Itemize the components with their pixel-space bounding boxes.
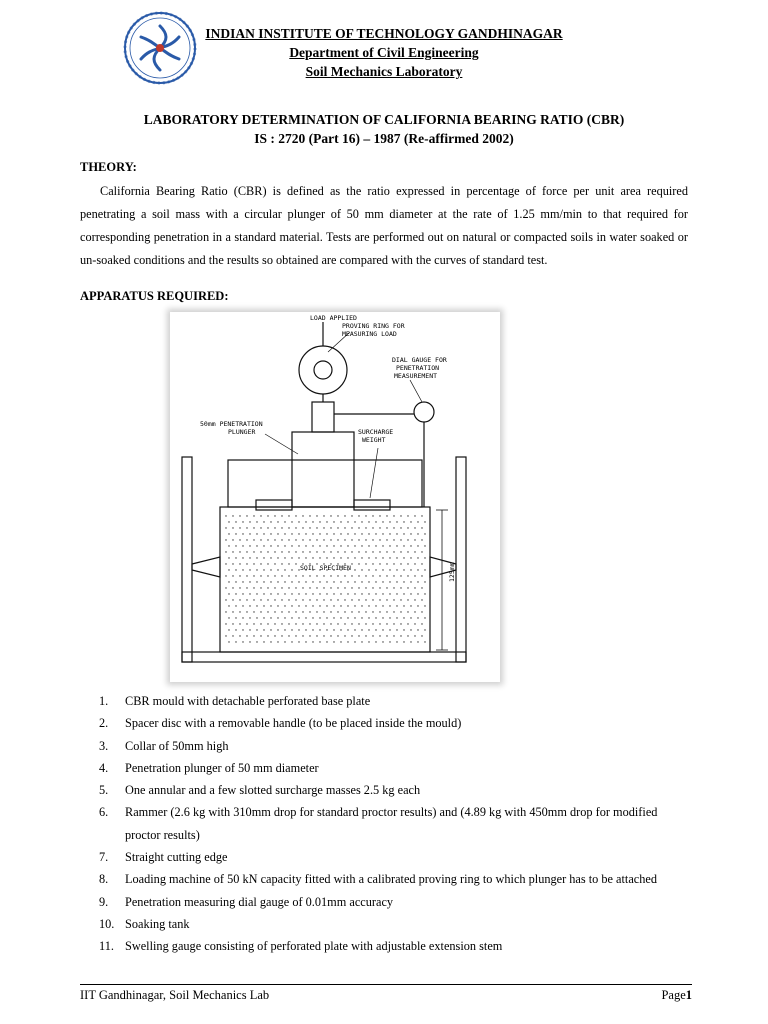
page-header xyxy=(0,24,768,81)
list-item-text: Penetration measuring dial gauge of 0.01mm accuracy xyxy=(125,894,394,909)
label-dial-gauge-3: MEASUREMENT xyxy=(394,372,438,380)
page-num: 1 xyxy=(685,988,692,1002)
list-item xyxy=(80,690,700,712)
department-name: Department of Civil Engineering xyxy=(289,45,479,60)
list-item-number: 1. xyxy=(99,694,109,708)
list-item-number: 11. xyxy=(99,939,114,954)
theory-heading: THEORY: xyxy=(80,160,137,174)
document-title xyxy=(0,110,768,148)
list-item-text: Rammer (2.6 kg with 310mm drop for standard proctor results) and (4.89 kg with 450mm drop for modified xyxy=(125,805,658,820)
list-item-text: Penetration plunger of 50 mm diameter xyxy=(125,760,319,775)
footer-lab-name: IIT Gandhinagar, Soil Mechanics Lab xyxy=(80,988,270,1002)
list-item xyxy=(80,913,700,935)
list-item xyxy=(80,891,700,913)
label-plunger-2: PLUNGER xyxy=(228,428,256,436)
footer-divider xyxy=(80,984,692,985)
list-item-number: 3. xyxy=(99,738,109,753)
list-item xyxy=(80,935,700,957)
label-proving-ring-1: PROVING RING FOR xyxy=(342,322,405,330)
soil-specimen-texture xyxy=(225,515,425,642)
list-item xyxy=(80,735,700,757)
list-item-text: Collar of 50mm high xyxy=(125,738,229,753)
label-dial-gauge-2: PENETRATION xyxy=(396,364,440,372)
label-proving-ring-2: MEASURING LOAD xyxy=(342,330,397,338)
label-dial-gauge-1: DIAL GAUGE FOR xyxy=(392,356,447,364)
list-item-text: Straight cutting edge xyxy=(125,850,228,865)
list-item-number: 4. xyxy=(99,760,109,775)
apparatus-list xyxy=(80,690,700,958)
list-item xyxy=(80,801,700,823)
list-item-text: CBR mould with detachable perforated base plate xyxy=(125,694,371,708)
list-item-text: proctor results) xyxy=(125,827,200,842)
list-item xyxy=(80,824,700,846)
label-surcharge-2: WEIGHT xyxy=(362,436,386,444)
cbr-apparatus-figure xyxy=(170,312,500,682)
list-item xyxy=(80,868,700,890)
list-item-number: 2. xyxy=(99,716,109,731)
list-item-number: 9. xyxy=(99,894,109,909)
list-item-number xyxy=(80,824,125,846)
label-load-applied: LOAD APPLIED xyxy=(310,314,357,322)
list-item xyxy=(80,779,700,801)
label-soil-specimen: SOIL SPECIMEN xyxy=(300,564,351,572)
cbr-apparatus-drawing xyxy=(170,312,500,682)
list-item xyxy=(80,712,700,734)
label-plunger-1: 50mm PENETRATION xyxy=(200,420,263,428)
list-item-number: 7. xyxy=(99,850,109,865)
title-line-1: LABORATORY DETERMINATION OF CALIFORNIA BEARING RATIO (CBR) xyxy=(143,112,625,127)
theory-paragraph: California Bearing Ratio (CBR) is defined as the ratio expressed in percentage of force per unit area required penetrating a soil mass with a circular plunger of 50 mm diameter at the rate of 1.25 mm/min to that required for corresponding penetration in a standard material. Tests are performed out on natural or compacted soils in water soaked or un-soaked conditions and the results so obtained are compared with the curves of standard test. xyxy=(80,184,688,267)
list-item-text: Loading machine of 50 kN capacity fitted with a calibrated proving ring to which plunger has to be attached xyxy=(125,872,658,887)
list-item-number: 5. xyxy=(99,783,109,798)
list-item xyxy=(80,846,700,868)
list-item xyxy=(80,757,700,779)
list-item-text: Soaking tank xyxy=(125,916,190,931)
institute-name: INDIAN INSTITUTE OF TECHNOLOGY GANDHINAGAR xyxy=(205,26,563,41)
apparatus-heading: APPARATUS REQUIRED: xyxy=(80,289,229,303)
lab-name: Soil Mechanics Laboratory xyxy=(305,64,463,79)
list-item-number: 8. xyxy=(99,872,109,887)
list-item-number: 10. xyxy=(99,916,115,931)
list-item-number: 6. xyxy=(99,805,109,820)
label-height-125mm: 125mm xyxy=(448,562,456,582)
list-item-text: Swelling gauge consisting of perforated plate with adjustable extension stem xyxy=(125,939,503,954)
title-line-2: IS : 2720 (Part 16) – 1987 (Re-affirmed 2002) xyxy=(254,131,514,146)
page-footer xyxy=(80,988,692,1003)
page-label: Page xyxy=(661,988,686,1002)
list-item-text: One annular and a few slotted surcharge masses 2.5 kg each xyxy=(125,783,421,798)
page-number xyxy=(661,988,692,1003)
label-surcharge-1: SURCHARGE xyxy=(358,428,394,436)
list-item-text: Spacer disc with a removable handle (to be placed inside the mould) xyxy=(125,716,462,731)
